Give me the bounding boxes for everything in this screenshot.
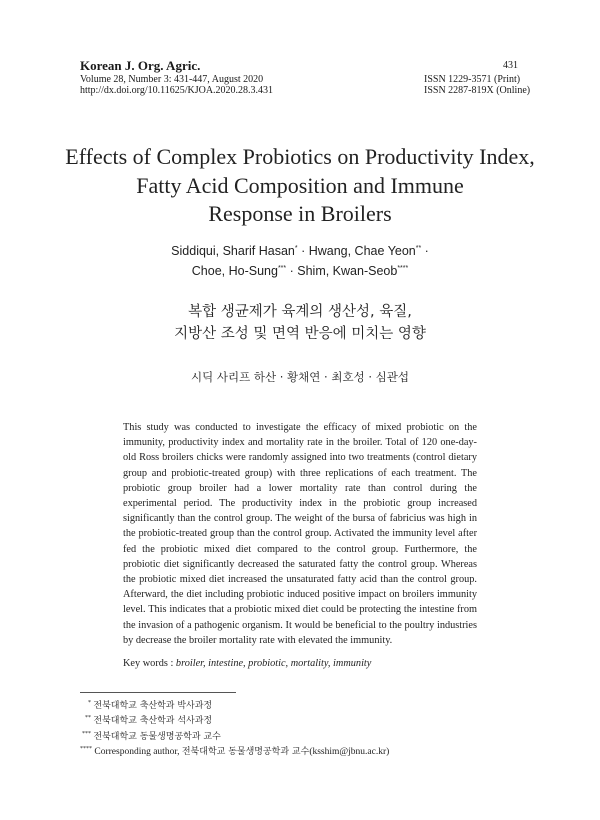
author-separator: · xyxy=(286,264,298,278)
issn-print: ISSN 1229-3571 (Print) xyxy=(424,74,521,85)
affiliation-mark: * xyxy=(294,245,298,252)
korean-author-list: 시딕 사리프 하산 · 황채연 · 최호성 · 심관섭 xyxy=(191,370,409,384)
korean-title-line: 지방산 조성 및 면역 반응에 미치는 영향 xyxy=(174,326,426,342)
affiliation-mark: **** xyxy=(397,265,409,272)
footnote-text: 전북대학교 동물생명공학과 교수 xyxy=(181,747,310,757)
author-name: Choe, Ho-Sung xyxy=(191,264,278,278)
title-line: Fatty Acid Composition and Immune xyxy=(136,172,464,198)
author-name: Siddiqui, Sharif Hasan xyxy=(171,244,295,258)
footnote-3 xyxy=(82,729,221,742)
author-separator: · xyxy=(421,244,429,258)
volume-info: Volume 28, Number 3: 431-447, August 2020 xyxy=(80,74,264,85)
author-separator: · xyxy=(297,244,309,258)
footnote-mark: *** xyxy=(82,731,91,737)
affiliation-mark: ** xyxy=(415,245,422,252)
korean-title-line: 복합 생균제가 육계의 생산성, 육질, xyxy=(188,304,412,320)
footnote-text: 전북대학교 축산학과 석사과정 xyxy=(93,716,213,726)
doi-link[interactable]: http://dx.doi.org/10.11625/KJOA.2020.28.3.431 xyxy=(80,85,274,96)
keywords xyxy=(123,658,371,669)
footnote-divider xyxy=(80,692,236,693)
paper-title xyxy=(40,143,560,229)
author-list-line-2 xyxy=(40,264,560,278)
footnote-text: 전북대학교 축산학과 박사과정 xyxy=(93,701,213,711)
footnote-mark: **** xyxy=(80,746,92,752)
abstract-text: This study was conducted to investigate the efficacy of mixed probiotic on the immunity, productivity index and mortality rate in the broiler. Total of 120 one-day-old Ross broilers chicks were randomly assigned into two treatments (control dietary group and probiotic-treated group) with three replications of each treatment. The probiotic group broiler had a lower mortality rate than control during the experimental period. The productivity index in the probiotic group increased significantly than the control group. The weight of the bursa of fabricius was high in the probiotic-treated group than the control group. Activated the immunity level after fed the probiotic mixed diet compared to the control group. Furthermore, the probiotic diet significantly decreased the saturated fatty the control group. Whereas the probiotic mixed diet increased the unsaturated fatty acid than the control group. Afterward, the diet including probiotic induced positive impact on broilers immunity level. This indicates that a probiotic mixed diet could be protecting the intestine from the invasion of a pathogenic organism. It would be beneficial to the poultry industries by decrease the broiler mortality rate with elevated the immunity. xyxy=(123,422,477,646)
journal-name: Korean J. Org. Agric. xyxy=(80,58,201,73)
affiliation-mark: *** xyxy=(277,265,287,272)
author-list-line-1 xyxy=(40,244,560,258)
footnote-2 xyxy=(85,713,212,726)
keywords-terms: broiler, intestine, probiotic, mortality, immunity xyxy=(175,658,372,669)
corresponding-email[interactable]: (ksshim@jbnu.ac.kr) xyxy=(309,747,390,757)
footnote-4 xyxy=(80,744,389,757)
footnote-mark: * xyxy=(88,700,91,706)
footnote-mark: ** xyxy=(85,715,91,721)
title-line: Response in Broilers xyxy=(208,201,392,226)
footnote-prefix: Corresponding author, xyxy=(94,747,180,757)
page-number: 431 xyxy=(503,60,518,71)
footnote-1 xyxy=(88,698,212,711)
title-line: Effects of Complex Probiotics on Productivity Index, xyxy=(65,144,535,169)
issn-online: ISSN 2287-819X (Online) xyxy=(424,85,531,96)
keywords-label: Key words : xyxy=(123,658,176,669)
author-name: Hwang, Chae Yeon xyxy=(308,244,416,258)
footnote-text: 전북대학교 동물생명공학과 교수 xyxy=(93,732,221,742)
author-name: Shim, Kwan-Seob xyxy=(297,264,398,278)
